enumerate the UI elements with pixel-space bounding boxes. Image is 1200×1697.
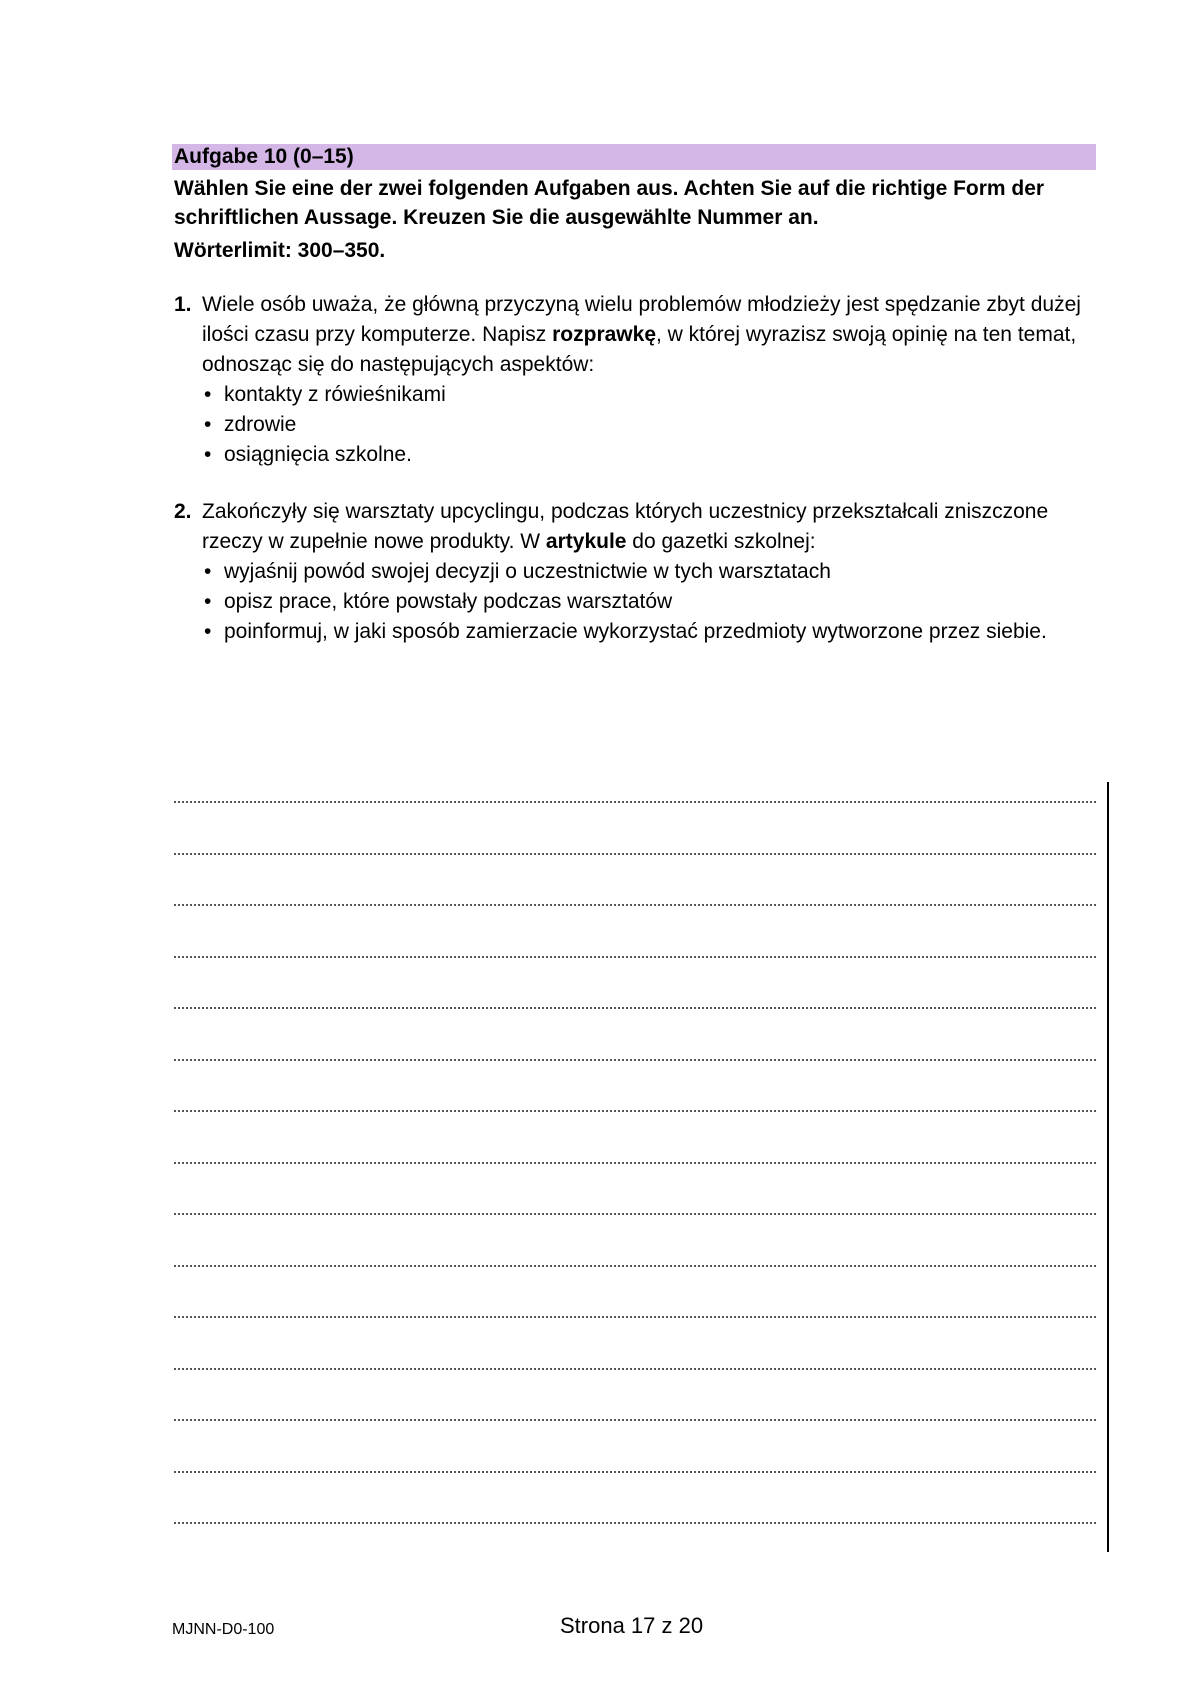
bullet-icon: •: [204, 590, 212, 613]
task-instructions: Wählen Sie eine der zwei folgenden Aufgaben aus. Achten Sie auf die richtige Form der schriftlichen Aussage. Kreuzen Sie die ausgewählte Nummer an.: [174, 177, 1045, 229]
option-text-form: rozprawkę: [552, 323, 656, 346]
answer-line[interactable]: [174, 986, 1096, 1038]
bullet-item: [202, 440, 1094, 470]
task-header: Aufgabe 10 (0–15): [172, 144, 1096, 170]
option-text: , w której wyrazisz swoją opinię na ten temat, odnosząc się do następujących aspektów:: [202, 323, 1077, 376]
bullet-text: osiągnięcia szkolne.: [224, 443, 412, 466]
option-text: Wiele osób uważa, że główną przyczyną wielu problemów młodzieży jest spędzanie zbyt dużej ilości czasu przy komputerze. Napisz: [202, 293, 1081, 346]
option-number[interactable]: 2.: [174, 500, 192, 523]
option-bullets: [202, 557, 1094, 647]
answer-line[interactable]: [174, 1398, 1096, 1450]
option-2[interactable]: [174, 497, 1094, 647]
option-bullets: [202, 380, 1094, 470]
bullet-text: zdrowie: [224, 413, 297, 436]
option-number[interactable]: 1.: [174, 293, 192, 316]
answer-writing-area[interactable]: [174, 780, 1096, 1553]
bullet-item: [202, 587, 1094, 617]
bullet-text: wyjaśnij powód swojej decyzji o uczestnictwie w tych warsztatach: [224, 560, 831, 583]
option-1[interactable]: [174, 290, 1094, 470]
option-body: [202, 290, 1094, 470]
bullet-icon: •: [204, 620, 212, 643]
option-text: Zakończyły się warsztaty upcyclingu, podczas których uczestnicy przekształcali zniszczone rzeczy w zupełnie nowe produkty. W: [202, 500, 1049, 553]
bullet-text: opisz prace, które powstały podczas warsztatów: [224, 590, 673, 613]
answer-line[interactable]: [174, 832, 1096, 884]
answer-line[interactable]: [174, 1192, 1096, 1244]
answer-line[interactable]: [174, 1141, 1096, 1193]
answer-line[interactable]: [174, 883, 1096, 935]
bullet-item: [202, 380, 1094, 410]
bullet-text: poinformuj, w jaki sposób zamierzacie wykorzystać przedmioty wytworzone przez siebie.: [224, 620, 1047, 643]
answer-line[interactable]: [174, 1501, 1096, 1553]
bullet-icon: •: [204, 383, 212, 406]
option-body: [202, 497, 1094, 647]
answer-line[interactable]: [174, 1450, 1096, 1502]
exam-code: MJNN-D0-100: [172, 1621, 275, 1638]
bullet-item: [202, 617, 1094, 647]
answer-line[interactable]: [174, 1244, 1096, 1296]
margin-rule: [1107, 782, 1109, 1552]
answer-line[interactable]: [174, 1347, 1096, 1399]
answer-line[interactable]: [174, 1038, 1096, 1090]
answer-line[interactable]: [174, 1295, 1096, 1347]
answer-line[interactable]: [174, 1089, 1096, 1141]
answer-line[interactable]: [174, 935, 1096, 987]
bullet-icon: •: [204, 413, 212, 436]
page-number: Strona 17 z 20: [560, 1613, 704, 1638]
bullet-text: kontakty z rówieśnikami: [224, 383, 446, 406]
word-limit: Wörterlimit: 300–350.: [174, 239, 386, 262]
bullet-icon: •: [204, 443, 212, 466]
bullet-icon: •: [204, 560, 212, 583]
option-text: do gazetki szkolnej:: [626, 530, 816, 553]
option-text-form: artykule: [545, 530, 627, 553]
bullet-item: [202, 410, 1094, 440]
answer-line[interactable]: [174, 780, 1096, 832]
bullet-item: [202, 557, 1094, 587]
